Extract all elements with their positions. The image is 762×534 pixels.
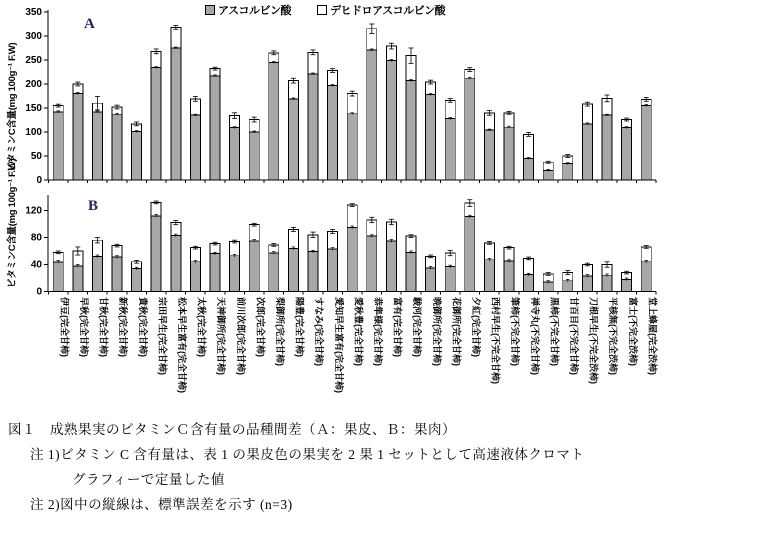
bar-dehydroascorbic-segment bbox=[190, 248, 200, 262]
x-axis-category-label: 恭隼様(完全甘柿) bbox=[373, 297, 383, 366]
y-tick-label: 120 bbox=[25, 205, 42, 217]
bar-dehydroascorbic-segment bbox=[582, 104, 592, 124]
bar-ascorbic-segment bbox=[73, 266, 83, 292]
bar-ascorbic-segment bbox=[406, 81, 416, 180]
bar-ascorbic-segment bbox=[73, 94, 83, 180]
x-axis-category-label: 駿河(完全甘柿) bbox=[412, 297, 423, 357]
y-tick-label: 300 bbox=[25, 31, 42, 43]
bar-ascorbic-segment bbox=[504, 261, 514, 291]
bar-dehydroascorbic-segment bbox=[347, 205, 357, 227]
ascorbic-acid-swatch-icon bbox=[205, 5, 215, 15]
bar-dehydroascorbic-segment bbox=[347, 94, 357, 114]
bar-ascorbic-segment bbox=[328, 85, 338, 180]
legend-label-ascorbic: アスコルビン酸 bbox=[218, 5, 292, 17]
y-tick-label: 0 bbox=[36, 286, 42, 298]
bar-ascorbic-segment bbox=[406, 252, 416, 291]
bar-ascorbic-segment bbox=[347, 227, 357, 291]
bar-ascorbic-segment bbox=[92, 256, 102, 291]
bar-ascorbic-segment bbox=[367, 236, 377, 291]
figure-note-2: 注 2)図中の縦線は、標準誤差を示す (n=3) bbox=[30, 497, 293, 512]
y-tick-label: 150 bbox=[25, 103, 42, 115]
panel-a-letter: A bbox=[84, 16, 95, 32]
y-tick-label: 250 bbox=[25, 55, 42, 67]
legend-item-ascorbic bbox=[205, 2, 291, 18]
x-axis-category-label: 筆柿(不完全甘柿) bbox=[510, 297, 521, 366]
bar-ascorbic-segment bbox=[367, 50, 377, 180]
bar-ascorbic-segment bbox=[151, 68, 161, 180]
y-tick-label: 100 bbox=[25, 127, 42, 139]
bar-dehydroascorbic-segment bbox=[328, 231, 338, 249]
x-axis-category-label: 宗田早生(完全甘柿) bbox=[157, 297, 168, 375]
bar-ascorbic-segment bbox=[465, 217, 475, 292]
x-axis-category-label: 太秋(完全甘柿) bbox=[196, 297, 207, 357]
x-axis-category-label: 次郎(完全甘柿) bbox=[255, 297, 266, 357]
bar-ascorbic-segment bbox=[445, 267, 455, 292]
bar-dehydroascorbic-segment bbox=[171, 27, 181, 48]
x-axis-category-label: 富有(完全甘柿) bbox=[392, 297, 403, 357]
bar-ascorbic-segment bbox=[465, 78, 475, 180]
bar-ascorbic-segment bbox=[92, 112, 102, 180]
x-axis-category-label: 甘百目(不完全甘柿) bbox=[569, 297, 579, 375]
y-axis-label-panel-b: ビタミンC含量(mg 100g⁻¹ F.W) bbox=[7, 158, 18, 288]
bar-ascorbic-segment bbox=[132, 132, 142, 180]
bar-ascorbic-segment bbox=[190, 115, 200, 180]
bar-ascorbic-segment bbox=[210, 76, 220, 180]
x-axis-category-label: 甘秋(完全甘柿) bbox=[98, 297, 109, 357]
bar-dehydroascorbic-segment bbox=[230, 242, 240, 256]
x-axis-category-label: 伊豆(完全甘柿) bbox=[59, 297, 70, 357]
bar-dehydroascorbic-segment bbox=[249, 225, 259, 241]
x-axis-category-label: 黒柿(不完全甘柿) bbox=[549, 297, 560, 366]
bar-ascorbic-segment bbox=[445, 119, 455, 180]
legend-label-dehydroascorbic: デヒドロアスコルビン酸 bbox=[330, 5, 446, 17]
bar-ascorbic-segment bbox=[288, 248, 298, 291]
bar-ascorbic-segment bbox=[582, 276, 592, 292]
bar-ascorbic-segment bbox=[347, 114, 357, 180]
bar-ascorbic-segment bbox=[641, 106, 651, 180]
x-axis-category-label: 堂上蜂屋(完全渋柿) bbox=[647, 297, 658, 375]
x-axis-category-label: 天神御所(完全甘柿) bbox=[216, 297, 227, 375]
bar-ascorbic-segment bbox=[386, 241, 396, 292]
bar-ascorbic-segment bbox=[602, 275, 612, 291]
figure-note-1: 注 1)ビタミン C 含有量は、表 1 の果皮色の果実を 2 果 1 セットとして高速液体クロマト bbox=[30, 447, 585, 462]
bar-ascorbic-segment bbox=[308, 74, 318, 180]
x-axis-category-label: 前川次郎(完全甘柿) bbox=[235, 297, 246, 375]
bar-ascorbic-segment bbox=[53, 262, 63, 292]
bar-ascorbic-segment bbox=[249, 241, 259, 292]
figure-note-1-continued: グラフィーで定量した値 bbox=[72, 472, 225, 487]
bar-ascorbic-segment bbox=[151, 216, 161, 292]
bar-ascorbic-segment bbox=[426, 268, 436, 292]
x-axis-category-label: 禅寺丸(不完全甘柿) bbox=[529, 297, 540, 375]
bar-dehydroascorbic-segment bbox=[406, 236, 416, 252]
x-axis-category-label: 松本早生富有(完全甘柿) bbox=[177, 297, 187, 393]
figure-caption: 図１ 成熟果実のビタミンＣ含有量の品種間差（Ａ：果皮、Ｂ：果肉） bbox=[8, 422, 456, 437]
bar-ascorbic-segment bbox=[582, 124, 592, 180]
bar-ascorbic-segment bbox=[563, 164, 573, 180]
x-axis-category-label: 陽豊(完全甘柿) bbox=[294, 297, 305, 357]
legend bbox=[205, 2, 445, 18]
y-tick-label: 50 bbox=[30, 151, 42, 163]
legend-item-dehydroascorbic bbox=[317, 2, 445, 18]
bar-dehydroascorbic-segment bbox=[504, 248, 514, 262]
bar-ascorbic-segment bbox=[622, 279, 632, 291]
bar-dehydroascorbic-segment bbox=[484, 243, 494, 260]
bar-dehydroascorbic-segment bbox=[445, 100, 455, 118]
bar-ascorbic-segment bbox=[602, 115, 612, 180]
bar-dehydroascorbic-segment bbox=[524, 258, 534, 274]
x-axis-category-label: 西村早生(不完全甘柿) bbox=[490, 297, 501, 384]
panel-b-letter: B bbox=[88, 198, 99, 214]
bar-ascorbic-segment bbox=[269, 62, 279, 180]
x-axis-category-label: 早秋(完全甘柿) bbox=[79, 297, 89, 357]
bar-ascorbic-segment bbox=[171, 235, 181, 291]
bar-ascorbic-segment bbox=[524, 275, 534, 292]
x-axis-category-label: 富士(不完全渋柿) bbox=[627, 297, 638, 366]
x-axis-category-label: 新秋(完全甘柿) bbox=[118, 297, 129, 357]
bar-ascorbic-segment bbox=[171, 48, 181, 180]
x-axis-category-label: 夕紅(完全甘柿) bbox=[471, 297, 481, 357]
dehydroascorbic-acid-swatch-icon bbox=[317, 5, 327, 15]
y-tick-label: 350 bbox=[25, 7, 42, 19]
bar-ascorbic-segment bbox=[132, 269, 142, 292]
x-axis-category-label: 平核無(不完全渋柿) bbox=[608, 297, 619, 375]
x-axis-category-label: 愛秋豊(完全甘柿) bbox=[353, 297, 364, 366]
bar-ascorbic-segment bbox=[504, 127, 514, 180]
y-tick-label: 200 bbox=[25, 79, 42, 91]
bar-dehydroascorbic-segment bbox=[308, 52, 318, 74]
y-tick-label: 80 bbox=[30, 232, 42, 244]
y-tick-label: 0 bbox=[36, 175, 42, 187]
bar-ascorbic-segment bbox=[230, 128, 240, 180]
bar-ascorbic-segment bbox=[543, 282, 553, 291]
x-axis-category-label: 晩御所(完全甘柿) bbox=[431, 297, 442, 366]
bar-ascorbic-segment bbox=[524, 158, 534, 180]
bar-ascorbic-segment bbox=[328, 249, 338, 292]
bar-ascorbic-segment bbox=[112, 114, 122, 180]
y-tick-label: 40 bbox=[30, 259, 42, 271]
bar-dehydroascorbic-segment bbox=[151, 202, 161, 216]
bar-ascorbic-segment bbox=[563, 281, 573, 292]
bar-ascorbic-segment bbox=[269, 253, 279, 291]
x-axis-category-label: 花御所(完全甘柿) bbox=[451, 297, 462, 367]
y-axis-label-panel-a: ビタミンC含量(mg 100g⁻¹ F.W) bbox=[7, 42, 18, 172]
bar-dehydroascorbic-segment bbox=[524, 134, 534, 158]
bar-dehydroascorbic-segment bbox=[641, 247, 651, 262]
bar-ascorbic-segment bbox=[484, 130, 494, 180]
bar-ascorbic-segment bbox=[112, 257, 122, 291]
bar-ascorbic-segment bbox=[426, 95, 436, 180]
bar-ascorbic-segment bbox=[308, 252, 318, 292]
bar-ascorbic-segment bbox=[210, 254, 220, 292]
x-axis-category-label: 貴秋(完全甘柿) bbox=[137, 297, 148, 357]
bar-ascorbic-segment bbox=[543, 170, 553, 180]
bar-dehydroascorbic-segment bbox=[504, 113, 514, 127]
bar-ascorbic-segment bbox=[622, 128, 632, 180]
bar-dehydroascorbic-segment bbox=[288, 229, 298, 248]
bar-ascorbic-segment bbox=[484, 260, 494, 292]
bar-ascorbic-segment bbox=[641, 262, 651, 292]
bar-ascorbic-segment bbox=[386, 60, 396, 180]
bar-ascorbic-segment bbox=[53, 112, 63, 180]
bar-ascorbic-segment bbox=[249, 132, 259, 180]
bar-ascorbic-segment bbox=[288, 99, 298, 180]
x-axis-category-label: 愛知早生富有(完全甘柿) bbox=[333, 297, 344, 393]
x-axis-category-label: 刀根早生(不完全渋柿) bbox=[588, 297, 599, 384]
bar-ascorbic-segment bbox=[230, 256, 240, 292]
bar-ascorbic-segment bbox=[190, 262, 200, 292]
x-axis-category-label: すなみ(完全甘柿) bbox=[314, 297, 325, 366]
x-axis-category-label: 梨御所(完全甘柿) bbox=[275, 297, 285, 366]
